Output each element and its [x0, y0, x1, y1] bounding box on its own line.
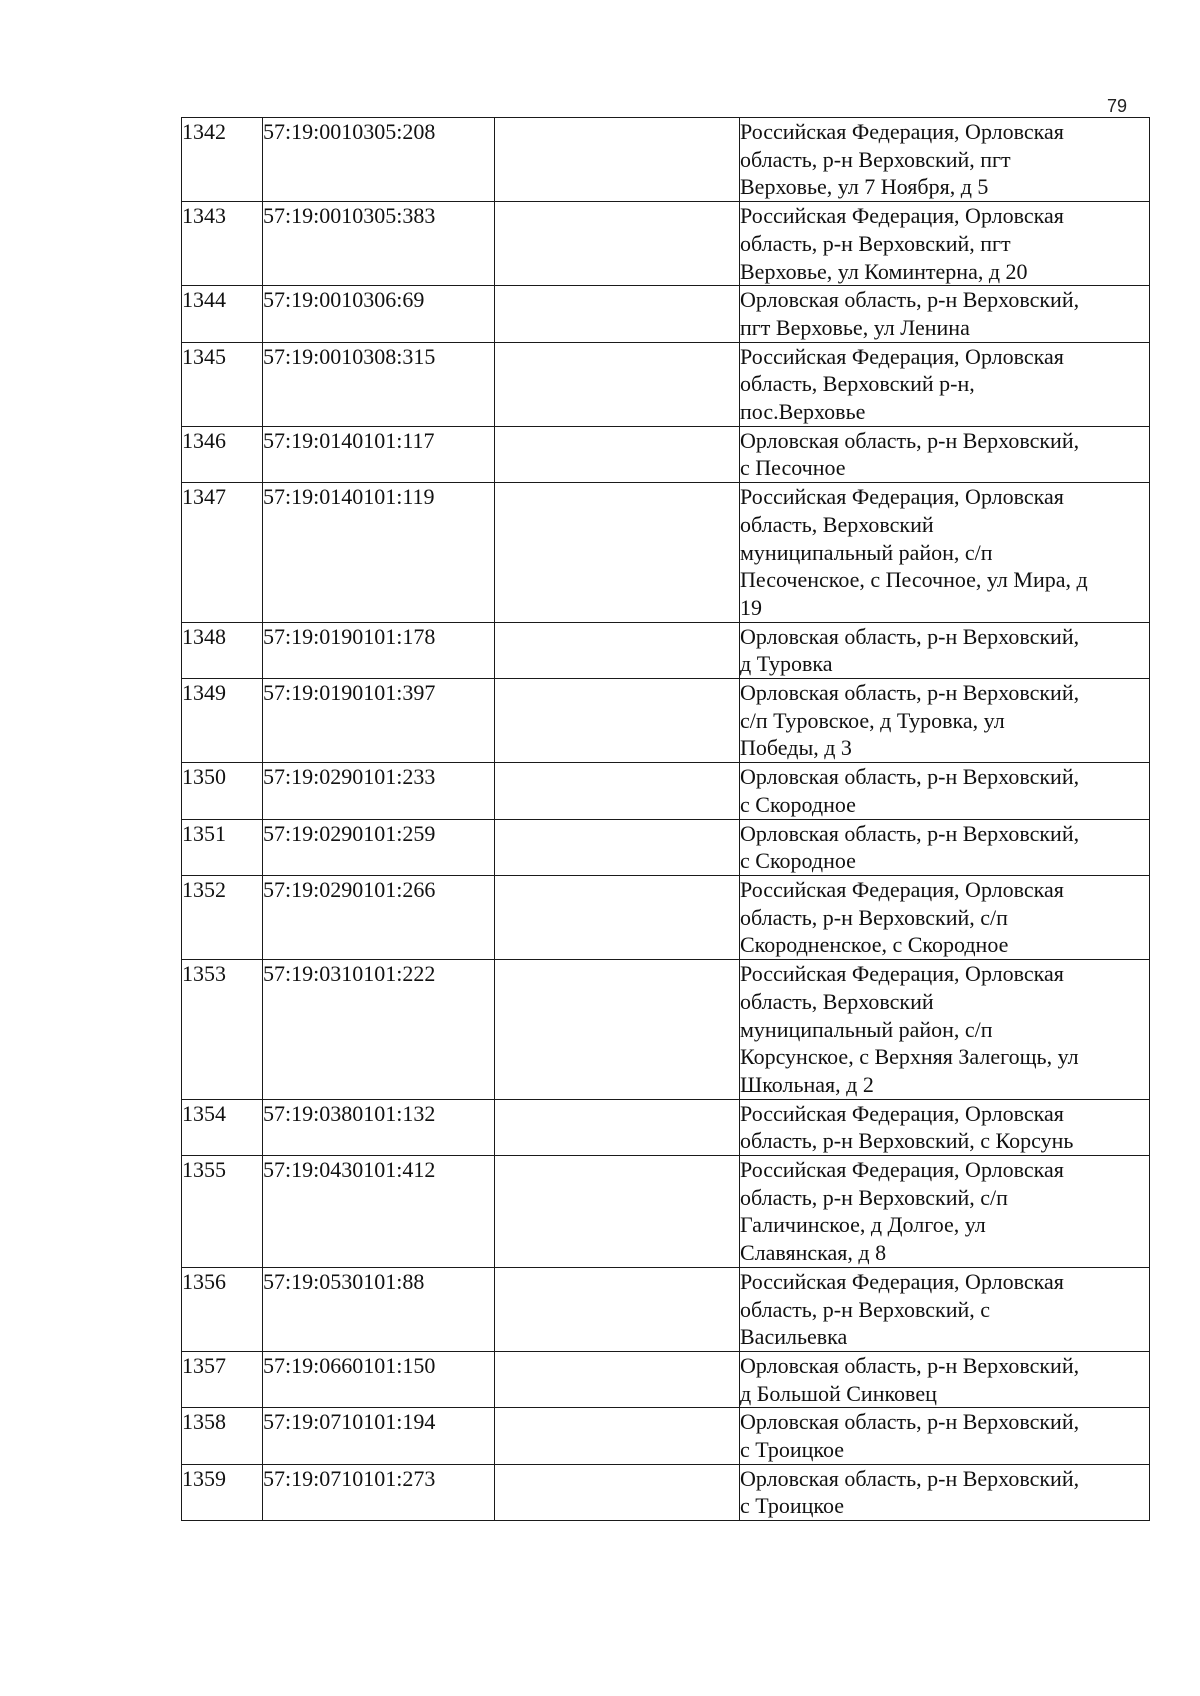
- address-line: Школьная, д 2: [740, 1071, 874, 1097]
- empty-cell: [495, 1408, 740, 1464]
- row-number-cell: 1359: [182, 1464, 263, 1520]
- empty-cell: [495, 960, 740, 1100]
- address-cell: [740, 763, 1150, 819]
- empty-cell: [495, 202, 740, 286]
- address-line: Орловская область, р-н Верховский,: [740, 287, 1080, 313]
- address-line: область, Верховский р-н,: [740, 371, 975, 397]
- row-number-cell: 1344: [182, 286, 263, 342]
- address-line: Орловская область, р-н Верховский,: [740, 623, 1080, 649]
- address-cell: [740, 960, 1150, 1100]
- empty-cell: [495, 286, 740, 342]
- empty-cell: [495, 1464, 740, 1520]
- address-line: Скородненское, с Скородное: [740, 932, 1009, 958]
- table-row: [182, 342, 1150, 426]
- address-cell: [740, 1156, 1150, 1268]
- cadastral-number-cell: 57:19:0190101:178: [263, 622, 495, 678]
- row-number-cell: 1352: [182, 875, 263, 959]
- address-line: с Песочное: [740, 455, 846, 481]
- empty-cell: [495, 1156, 740, 1268]
- address-line: область, Верховский: [740, 511, 934, 537]
- row-number-cell: 1343: [182, 202, 263, 286]
- address-line: муниципальный район, с/п: [740, 1016, 993, 1042]
- cadastral-number-cell: 57:19:0010305:383: [263, 202, 495, 286]
- row-number-cell: 1353: [182, 960, 263, 1100]
- table-row: [182, 1464, 1150, 1520]
- address-line: Орловская область, р-н Верховский,: [740, 1352, 1080, 1378]
- address-line: Славянская, д 8: [740, 1240, 887, 1266]
- empty-cell: [495, 118, 740, 202]
- address-line: с Скородное: [740, 848, 856, 874]
- row-number-cell: 1348: [182, 622, 263, 678]
- address-line: 19: [740, 594, 762, 620]
- address-line: с/п Туровское, д Туровка, ул: [740, 707, 1005, 733]
- cadastral-number-cell: 57:19:0290101:233: [263, 763, 495, 819]
- row-number-cell: 1355: [182, 1156, 263, 1268]
- address-line: муниципальный район, с/п: [740, 539, 993, 565]
- registry-table-body: [182, 118, 1150, 1521]
- cadastral-number-cell: 57:19:0710101:273: [263, 1464, 495, 1520]
- empty-cell: [495, 763, 740, 819]
- table-row: [182, 679, 1150, 763]
- address-line: область, р-н Верховский, с Корсунь: [740, 1128, 1074, 1154]
- address-cell: [740, 342, 1150, 426]
- empty-cell: [495, 622, 740, 678]
- cadastral-number-cell: 57:19:0010306:69: [263, 286, 495, 342]
- address-line: Верховье, ул Коминтерна, д 20: [740, 258, 1028, 284]
- address-line: Галичинское, д Долгое, ул: [740, 1212, 986, 1238]
- table-row: [182, 819, 1150, 875]
- address-cell: [740, 679, 1150, 763]
- empty-cell: [495, 1351, 740, 1407]
- cadastral-number-cell: 57:19:0290101:266: [263, 875, 495, 959]
- address-line: Российская Федерация, Орловская: [740, 1268, 1064, 1294]
- empty-cell: [495, 426, 740, 482]
- address-cell: [740, 426, 1150, 482]
- empty-cell: [495, 679, 740, 763]
- row-number-cell: 1342: [182, 118, 263, 202]
- address-line: область, р-н Верховский, пгт: [740, 230, 1011, 256]
- address-line: с Троицкое: [740, 1493, 845, 1519]
- address-cell: [740, 286, 1150, 342]
- address-line: область, р-н Верховский, пгт: [740, 146, 1011, 172]
- table-row: [182, 1351, 1150, 1407]
- row-number-cell: 1356: [182, 1267, 263, 1351]
- row-number-cell: 1345: [182, 342, 263, 426]
- address-line: пос.Верховье: [740, 399, 866, 425]
- address-line: Орловская область, р-н Верховский,: [740, 680, 1080, 706]
- cadastral-number-cell: 57:19:0010305:208: [263, 118, 495, 202]
- address-line: Российская Федерация, Орловская: [740, 1157, 1064, 1183]
- empty-cell: [495, 875, 740, 959]
- table-row: [182, 622, 1150, 678]
- table-row: [182, 483, 1150, 623]
- cadastral-number-cell: 57:19:0430101:412: [263, 1156, 495, 1268]
- address-cell: [740, 622, 1150, 678]
- address-cell: [740, 483, 1150, 623]
- cadastral-number-cell: 57:19:0380101:132: [263, 1099, 495, 1155]
- address-line: Российская Федерация, Орловская: [740, 961, 1064, 987]
- address-line: Корсунское, с Верхняя Залегощь, ул: [740, 1044, 1079, 1070]
- table-row: [182, 202, 1150, 286]
- address-line: Орловская область, р-н Верховский,: [740, 427, 1080, 453]
- empty-cell: [495, 1099, 740, 1155]
- table-row: [182, 286, 1150, 342]
- address-line: д Туровка: [740, 651, 833, 677]
- address-line: Победы, д 3: [740, 735, 852, 761]
- empty-cell: [495, 342, 740, 426]
- address-line: Орловская область, р-н Верховский,: [740, 764, 1080, 790]
- address-line: Российская Федерация, Орловская: [740, 876, 1064, 902]
- cadastral-number-cell: 57:19:0140101:119: [263, 483, 495, 623]
- address-line: Российская Федерация, Орловская: [740, 1100, 1064, 1126]
- page-number: 79: [1107, 96, 1128, 116]
- cadastral-number-cell: 57:19:0710101:194: [263, 1408, 495, 1464]
- registry-table: [181, 117, 1150, 1521]
- row-number-cell: 1358: [182, 1408, 263, 1464]
- address-line: пгт Верховье, ул Ленина: [740, 314, 970, 340]
- address-line: область, р-н Верховский, с/п: [740, 904, 1008, 930]
- address-line: д Большой Синковец: [740, 1380, 937, 1406]
- address-line: Орловская область, р-н Верховский,: [740, 1465, 1080, 1491]
- table-row: [182, 1267, 1150, 1351]
- address-cell: [740, 875, 1150, 959]
- address-line: Российская Федерация, Орловская: [740, 343, 1064, 369]
- address-line: область, р-н Верховский, с/п: [740, 1184, 1008, 1210]
- address-cell: [740, 819, 1150, 875]
- row-number-cell: 1349: [182, 679, 263, 763]
- cadastral-number-cell: 57:19:0660101:150: [263, 1351, 495, 1407]
- cadastral-number-cell: 57:19:0310101:222: [263, 960, 495, 1100]
- table-row: [182, 1408, 1150, 1464]
- cadastral-number-cell: 57:19:0190101:397: [263, 679, 495, 763]
- table-row: [182, 875, 1150, 959]
- address-line: Орловская область, р-н Верховский,: [740, 1409, 1080, 1435]
- empty-cell: [495, 819, 740, 875]
- address-line: Российская Федерация, Орловская: [740, 203, 1064, 229]
- row-number-cell: 1357: [182, 1351, 263, 1407]
- address-cell: [740, 1351, 1150, 1407]
- address-line: Песоченское, с Песочное, ул Мира, д: [740, 567, 1088, 593]
- cadastral-number-cell: 57:19:0290101:259: [263, 819, 495, 875]
- table-row: [182, 1156, 1150, 1268]
- address-cell: [740, 1408, 1150, 1464]
- empty-cell: [495, 483, 740, 623]
- table-row: [182, 960, 1150, 1100]
- row-number-cell: 1351: [182, 819, 263, 875]
- address-line: Российская Федерация, Орловская: [740, 119, 1064, 144]
- cadastral-number-cell: 57:19:0530101:88: [263, 1267, 495, 1351]
- table-row: [182, 763, 1150, 819]
- row-number-cell: 1350: [182, 763, 263, 819]
- table-row: [182, 1099, 1150, 1155]
- address-line: с Троицкое: [740, 1437, 845, 1463]
- address-cell: [740, 1464, 1150, 1520]
- address-line: Орловская область, р-н Верховский,: [740, 820, 1080, 846]
- address-cell: [740, 118, 1150, 202]
- row-number-cell: 1354: [182, 1099, 263, 1155]
- address-line: Российская Федерация, Орловская: [740, 484, 1064, 510]
- empty-cell: [495, 1267, 740, 1351]
- address-cell: [740, 1267, 1150, 1351]
- address-line: область, р-н Верховский, с: [740, 1296, 991, 1322]
- row-number-cell: 1347: [182, 483, 263, 623]
- cadastral-number-cell: 57:19:0010308:315: [263, 342, 495, 426]
- table-row: [182, 426, 1150, 482]
- address-line: с Скородное: [740, 791, 856, 817]
- table-row: [182, 118, 1150, 202]
- address-line: Верховье, ул 7 Ноября, д 5: [740, 174, 989, 200]
- address-cell: [740, 202, 1150, 286]
- cadastral-number-cell: 57:19:0140101:117: [263, 426, 495, 482]
- address-line: Васильевка: [740, 1324, 848, 1350]
- row-number-cell: 1346: [182, 426, 263, 482]
- address-cell: [740, 1099, 1150, 1155]
- address-line: область, Верховский: [740, 988, 934, 1014]
